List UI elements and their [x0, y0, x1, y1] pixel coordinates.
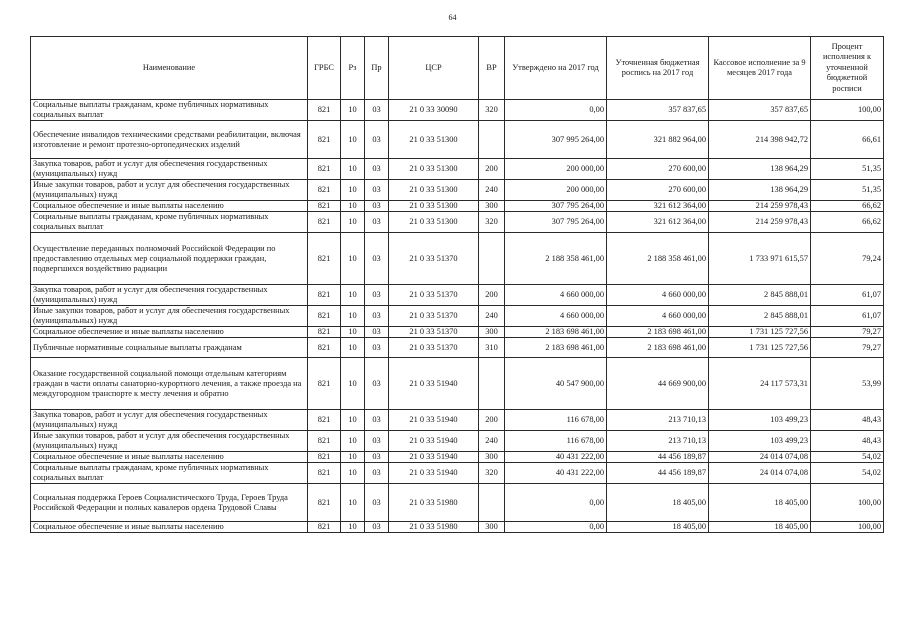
row-vr-cell: 240 — [479, 306, 505, 327]
row-pr-cell: 03 — [365, 431, 389, 452]
row-rz-cell: 10 — [341, 338, 365, 358]
row-percent-cell: 66,61 — [811, 121, 884, 159]
row-refined-cell: 2 188 358 461,00 — [607, 233, 709, 285]
header-refined: Уточненная бюджетная роспись на 2017 год — [607, 37, 709, 100]
row-csr-cell: 21 0 33 51940 — [389, 358, 479, 410]
row-grbs-cell: 821 — [308, 452, 341, 463]
row-grbs-cell: 821 — [308, 233, 341, 285]
table-row — [31, 180, 884, 201]
row-percent-cell: 100,00 — [811, 484, 884, 522]
table-row — [31, 285, 884, 306]
row-percent-cell: 61,07 — [811, 306, 884, 327]
page-number: 64 — [448, 13, 457, 22]
row-vr-cell: 300 — [479, 452, 505, 463]
row-csr-cell: 21 0 33 51940 — [389, 463, 479, 484]
row-csr-cell: 21 0 33 51300 — [389, 159, 479, 180]
row-pr-cell: 03 — [365, 180, 389, 201]
header-rz: Рз — [341, 37, 365, 100]
row-percent-cell: 79,27 — [811, 338, 884, 358]
row-refined-cell: 4 660 000,00 — [607, 285, 709, 306]
table-row — [31, 121, 884, 159]
row-vr-cell: 300 — [479, 201, 505, 212]
row-cash-cell: 214 259 978,43 — [709, 201, 811, 212]
row-refined-cell: 18 405,00 — [607, 484, 709, 522]
row-csr-cell: 21 0 33 51980 — [389, 522, 479, 533]
row-vr-cell: 200 — [479, 285, 505, 306]
row-rz-cell: 10 — [341, 431, 365, 452]
row-cash-cell: 24 014 074,08 — [709, 452, 811, 463]
row-approved-cell: 116 678,00 — [505, 410, 607, 431]
row-vr-cell — [479, 233, 505, 285]
row-csr-cell: 21 0 33 51300 — [389, 180, 479, 201]
row-name-cell: Закупка товаров, работ и услуг для обеспечения государственных (муниципальных) нужд — [31, 285, 308, 306]
table-row — [31, 212, 884, 233]
row-refined-cell: 4 660 000,00 — [607, 306, 709, 327]
row-grbs-cell: 821 — [308, 484, 341, 522]
row-grbs-cell: 821 — [308, 121, 341, 159]
row-vr-cell: 320 — [479, 212, 505, 233]
table-row — [31, 306, 884, 327]
row-vr-cell: 200 — [479, 159, 505, 180]
table-row — [31, 463, 884, 484]
row-pr-cell: 03 — [365, 285, 389, 306]
row-cash-cell: 214 398 942,72 — [709, 121, 811, 159]
row-percent-cell: 53,99 — [811, 358, 884, 410]
table-row — [31, 410, 884, 431]
row-grbs-cell: 821 — [308, 338, 341, 358]
row-percent-cell: 54,02 — [811, 452, 884, 463]
row-approved-cell: 2 183 698 461,00 — [505, 338, 607, 358]
row-vr-cell — [479, 358, 505, 410]
table-row — [31, 484, 884, 522]
budget-table — [30, 36, 884, 533]
row-approved-cell: 40 431 222,00 — [505, 452, 607, 463]
row-rz-cell: 10 — [341, 212, 365, 233]
row-refined-cell: 213 710,13 — [607, 431, 709, 452]
row-refined-cell: 270 600,00 — [607, 180, 709, 201]
row-percent-cell: 79,24 — [811, 233, 884, 285]
row-csr-cell: 21 0 33 51940 — [389, 410, 479, 431]
row-pr-cell: 03 — [365, 100, 389, 121]
row-rz-cell: 10 — [341, 121, 365, 159]
row-cash-cell: 1 731 125 727,56 — [709, 338, 811, 358]
row-percent-cell: 79,27 — [811, 327, 884, 338]
row-percent-cell: 100,00 — [811, 100, 884, 121]
row-cash-cell: 24 117 573,31 — [709, 358, 811, 410]
row-csr-cell: 21 0 33 51980 — [389, 484, 479, 522]
row-refined-cell: 44 456 189,87 — [607, 452, 709, 463]
row-percent-cell: 66,62 — [811, 212, 884, 233]
row-csr-cell: 21 0 33 51370 — [389, 285, 479, 306]
row-grbs-cell: 821 — [308, 212, 341, 233]
row-name-cell: Социальная поддержка Героев Социалистического Труда, Героев Труда Российской Федерации и полных кавалеров ордена Трудовой Славы — [31, 484, 308, 522]
row-vr-cell: 320 — [479, 463, 505, 484]
row-refined-cell: 2 183 698 461,00 — [607, 327, 709, 338]
row-pr-cell: 03 — [365, 463, 389, 484]
row-name-cell: Социальные выплаты гражданам, кроме публичных нормативных социальных выплат — [31, 100, 308, 121]
row-percent-cell: 100,00 — [811, 522, 884, 533]
row-grbs-cell: 821 — [308, 201, 341, 212]
row-rz-cell: 10 — [341, 463, 365, 484]
row-cash-cell: 18 405,00 — [709, 484, 811, 522]
table-row — [31, 233, 884, 285]
table-row — [31, 327, 884, 338]
row-approved-cell: 0,00 — [505, 100, 607, 121]
row-name-cell: Обеспечение инвалидов техническими средствами реабилитации, включая изготовление и ремонт протезно-ортопедических изделий — [31, 121, 308, 159]
row-refined-cell: 357 837,65 — [607, 100, 709, 121]
row-csr-cell: 21 0 33 51940 — [389, 431, 479, 452]
row-refined-cell: 213 710,13 — [607, 410, 709, 431]
row-rz-cell: 10 — [341, 327, 365, 338]
header-name: Наименование — [31, 37, 308, 100]
row-vr-cell: 300 — [479, 327, 505, 338]
row-rz-cell: 10 — [341, 484, 365, 522]
row-csr-cell: 21 0 33 51370 — [389, 327, 479, 338]
row-pr-cell: 03 — [365, 306, 389, 327]
row-vr-cell: 240 — [479, 431, 505, 452]
row-vr-cell — [479, 484, 505, 522]
row-pr-cell: 03 — [365, 212, 389, 233]
row-pr-cell: 03 — [365, 327, 389, 338]
row-csr-cell: 21 0 33 30090 — [389, 100, 479, 121]
row-percent-cell: 66,62 — [811, 201, 884, 212]
row-rz-cell: 10 — [341, 201, 365, 212]
row-refined-cell: 44 669 900,00 — [607, 358, 709, 410]
row-grbs-cell: 821 — [308, 410, 341, 431]
row-grbs-cell: 821 — [308, 159, 341, 180]
row-csr-cell: 21 0 33 51940 — [389, 452, 479, 463]
row-cash-cell: 214 259 978,43 — [709, 212, 811, 233]
row-name-cell: Социальное обеспечение и иные выплаты населению — [31, 327, 308, 338]
row-name-cell: Иные закупки товаров, работ и услуг для обеспечения государственных (муниципальных) нужд — [31, 431, 308, 452]
row-rz-cell: 10 — [341, 522, 365, 533]
row-percent-cell: 54,02 — [811, 463, 884, 484]
row-name-cell: Социальные выплаты гражданам, кроме публичных нормативных социальных выплат — [31, 212, 308, 233]
row-csr-cell: 21 0 33 51370 — [389, 233, 479, 285]
row-grbs-cell: 821 — [308, 358, 341, 410]
row-cash-cell: 103 499,23 — [709, 410, 811, 431]
row-percent-cell: 48,43 — [811, 410, 884, 431]
row-approved-cell: 307 995 264,00 — [505, 121, 607, 159]
row-pr-cell: 03 — [365, 484, 389, 522]
row-approved-cell: 2 183 698 461,00 — [505, 327, 607, 338]
row-cash-cell: 138 964,29 — [709, 180, 811, 201]
row-refined-cell: 321 612 364,00 — [607, 201, 709, 212]
row-pr-cell: 03 — [365, 121, 389, 159]
header-percent: Процент исполнения к уточненной бюджетной росписи — [811, 37, 884, 100]
row-approved-cell: 200 000,00 — [505, 159, 607, 180]
row-approved-cell: 40 431 222,00 — [505, 463, 607, 484]
row-name-cell: Оказание государственной социальной помощи отдельным категориям граждан в части оплаты санаторно-курортного лечения, а также проезда на междугородном транспорте к месту лечения и обратно — [31, 358, 308, 410]
table-row — [31, 201, 884, 212]
row-pr-cell: 03 — [365, 410, 389, 431]
row-vr-cell: 310 — [479, 338, 505, 358]
row-refined-cell: 270 600,00 — [607, 159, 709, 180]
row-vr-cell — [479, 121, 505, 159]
row-approved-cell: 116 678,00 — [505, 431, 607, 452]
row-rz-cell: 10 — [341, 285, 365, 306]
row-rz-cell: 10 — [341, 410, 365, 431]
row-approved-cell: 200 000,00 — [505, 180, 607, 201]
row-pr-cell: 03 — [365, 201, 389, 212]
row-name-cell: Социальное обеспечение и иные выплаты населению — [31, 201, 308, 212]
row-cash-cell: 2 845 888,01 — [709, 285, 811, 306]
row-name-cell: Иные закупки товаров, работ и услуг для обеспечения государственных (муниципальных) нужд — [31, 180, 308, 201]
table-row — [31, 431, 884, 452]
row-rz-cell: 10 — [341, 180, 365, 201]
row-cash-cell: 1 731 125 727,56 — [709, 327, 811, 338]
row-vr-cell: 200 — [479, 410, 505, 431]
table-body — [31, 100, 884, 533]
row-approved-cell: 0,00 — [505, 484, 607, 522]
row-grbs-cell: 821 — [308, 431, 341, 452]
row-name-cell: Социальные выплаты гражданам, кроме публичных нормативных социальных выплат — [31, 463, 308, 484]
row-approved-cell: 307 795 264,00 — [505, 212, 607, 233]
header-approved: Утверждено на 2017 год — [505, 37, 607, 100]
row-name-cell: Иные закупки товаров, работ и услуг для обеспечения государственных (муниципальных) нужд — [31, 306, 308, 327]
row-grbs-cell: 821 — [308, 285, 341, 306]
row-rz-cell: 10 — [341, 358, 365, 410]
header-csr: ЦСР — [389, 37, 479, 100]
row-percent-cell: 61,07 — [811, 285, 884, 306]
row-refined-cell: 321 612 364,00 — [607, 212, 709, 233]
row-pr-cell: 03 — [365, 233, 389, 285]
row-pr-cell: 03 — [365, 159, 389, 180]
row-rz-cell: 10 — [341, 452, 365, 463]
row-vr-cell: 240 — [479, 180, 505, 201]
row-refined-cell: 18 405,00 — [607, 522, 709, 533]
row-rz-cell: 10 — [341, 100, 365, 121]
table-row — [31, 452, 884, 463]
row-cash-cell: 357 837,65 — [709, 100, 811, 121]
row-percent-cell: 51,35 — [811, 180, 884, 201]
row-percent-cell: 48,43 — [811, 431, 884, 452]
row-rz-cell: 10 — [341, 233, 365, 285]
table-header-row — [31, 37, 884, 100]
row-approved-cell: 4 660 000,00 — [505, 285, 607, 306]
row-name-cell: Закупка товаров, работ и услуг для обеспечения государственных (муниципальных) нужд — [31, 159, 308, 180]
row-grbs-cell: 821 — [308, 522, 341, 533]
header-cash: Кассовое исполнение за 9 месяцев 2017 года — [709, 37, 811, 100]
row-approved-cell: 0,00 — [505, 522, 607, 533]
row-approved-cell: 2 188 358 461,00 — [505, 233, 607, 285]
row-grbs-cell: 821 — [308, 180, 341, 201]
row-rz-cell: 10 — [341, 306, 365, 327]
row-refined-cell: 2 183 698 461,00 — [607, 338, 709, 358]
row-csr-cell: 21 0 33 51370 — [389, 338, 479, 358]
header-pr: Пр — [365, 37, 389, 100]
row-approved-cell: 40 547 900,00 — [505, 358, 607, 410]
row-name-cell: Осуществление переданных полномочий Российской Федерации по предоставлению отдельных мер социальной поддержки граждан, подвергшихся воздействию радиации — [31, 233, 308, 285]
header-grbs: ГРБС — [308, 37, 341, 100]
row-pr-cell: 03 — [365, 522, 389, 533]
row-pr-cell: 03 — [365, 358, 389, 410]
row-grbs-cell: 821 — [308, 306, 341, 327]
row-csr-cell: 21 0 33 51300 — [389, 121, 479, 159]
row-percent-cell: 51,35 — [811, 159, 884, 180]
row-name-cell: Публичные нормативные социальные выплаты гражданам — [31, 338, 308, 358]
row-cash-cell: 1 733 971 615,57 — [709, 233, 811, 285]
row-cash-cell: 2 845 888,01 — [709, 306, 811, 327]
header-vr: ВР — [479, 37, 505, 100]
row-grbs-cell: 821 — [308, 327, 341, 338]
row-vr-cell: 320 — [479, 100, 505, 121]
row-name-cell: Социальное обеспечение и иные выплаты населению — [31, 522, 308, 533]
row-csr-cell: 21 0 33 51300 — [389, 201, 479, 212]
table-row — [31, 100, 884, 121]
table-row — [31, 338, 884, 358]
row-grbs-cell: 821 — [308, 463, 341, 484]
row-pr-cell: 03 — [365, 452, 389, 463]
row-cash-cell: 24 014 074,08 — [709, 463, 811, 484]
row-cash-cell: 103 499,23 — [709, 431, 811, 452]
row-rz-cell: 10 — [341, 159, 365, 180]
table-row — [31, 159, 884, 180]
table-row — [31, 358, 884, 410]
row-cash-cell: 138 964,29 — [709, 159, 811, 180]
row-approved-cell: 4 660 000,00 — [505, 306, 607, 327]
row-vr-cell: 300 — [479, 522, 505, 533]
row-csr-cell: 21 0 33 51300 — [389, 212, 479, 233]
row-approved-cell: 307 795 264,00 — [505, 201, 607, 212]
row-pr-cell: 03 — [365, 338, 389, 358]
row-name-cell: Социальное обеспечение и иные выплаты населению — [31, 452, 308, 463]
table-row — [31, 522, 884, 533]
row-csr-cell: 21 0 33 51370 — [389, 306, 479, 327]
row-refined-cell: 321 882 964,00 — [607, 121, 709, 159]
row-refined-cell: 44 456 189,87 — [607, 463, 709, 484]
row-grbs-cell: 821 — [308, 100, 341, 121]
row-cash-cell: 18 405,00 — [709, 522, 811, 533]
row-name-cell: Закупка товаров, работ и услуг для обеспечения государственных (муниципальных) нужд — [31, 410, 308, 431]
